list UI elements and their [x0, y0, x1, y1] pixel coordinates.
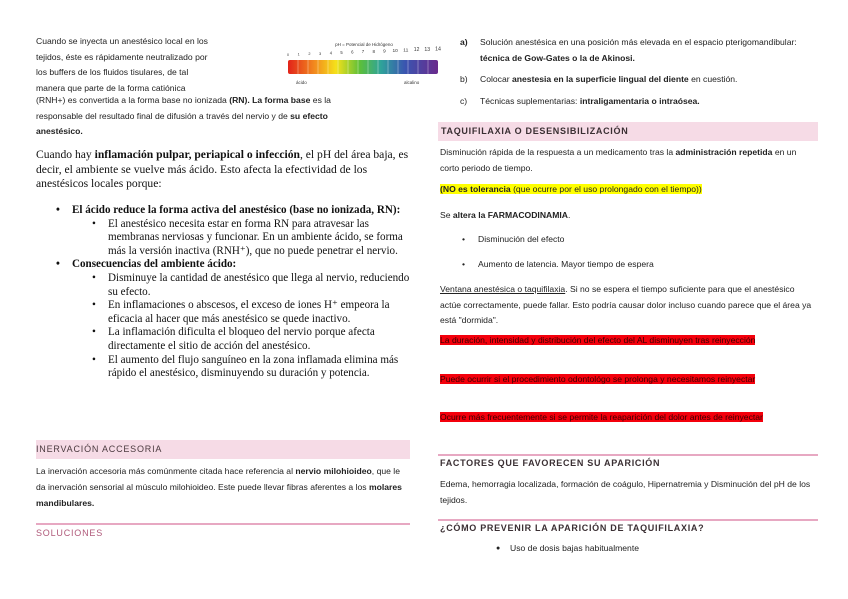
inflammation-bold: inflamación pulpar, periapical o infección	[94, 148, 300, 161]
factores-paragraph: Edema, hemorragia localizada, formación de coágulo, Hipernatremia y Disminución del pH de los tejidos.	[440, 479, 811, 505]
definition-text: Disminución rápida de la respuesta a un medicamento tras la	[440, 147, 676, 157]
section-title-prevenir: ¿CÓMO PREVENIR LA APARICIÓN DE TAQUIFILAXIA?	[440, 523, 705, 533]
list-item-text: Disminución del efecto	[478, 234, 565, 244]
solution-item	[438, 94, 818, 110]
circle-bullet-icon: •	[92, 299, 96, 312]
ph-tick-label: 12	[413, 47, 420, 54]
circle-bullet-icon: ●	[496, 545, 501, 552]
ph-tick-label: 14	[435, 46, 441, 53]
taquifilaxia-definition	[440, 145, 816, 176]
ph-gradient-bar	[288, 60, 438, 74]
note-text: (que ocurre por el uso prolongado con el tiempo))	[510, 184, 702, 194]
ventana-text: . Si no se espera el tiempo suficiente para que el anestésico actúe correctamente, puede fallar. Esto podría causar dolor incluso cuando parece que el área ya está "dormida".	[440, 284, 812, 325]
ph-tick-label: 10	[392, 49, 398, 54]
ph-ticks	[287, 46, 441, 57]
solutions-list	[438, 35, 818, 109]
ph-tick-label: 13	[424, 46, 431, 53]
section-title: INERVACIÓN ACCESORIA	[36, 444, 163, 454]
inervacion-paragraph	[36, 463, 410, 511]
intro-text: (RNH+) es convertida a la forma base no ionizada	[36, 95, 230, 105]
effects-list	[438, 232, 818, 272]
line-bold: altera la FARMACODINAMIA	[452, 210, 568, 220]
red-highlight-text: Ocurre más frecuentemente si se permite la reaparición del dolor antes de reinyectar	[440, 412, 763, 422]
definition-text: en un corto periodo de tiempo.	[440, 147, 797, 173]
bullet-icon: •	[462, 258, 466, 269]
red-highlight-text: La duración, intensidad y distribución del efecto del AL disminuyen tras reinyección	[440, 335, 756, 345]
section-divider	[438, 519, 818, 521]
ph-tick-label: 7	[361, 49, 365, 55]
inervacion-bold: molares mandibulares.	[36, 482, 402, 508]
line-text: Se	[440, 210, 453, 220]
ph-alkaline-label: alcalino	[404, 80, 420, 85]
solution-item	[438, 72, 818, 88]
ph-tick-label: 6	[351, 49, 354, 55]
list-subitem	[36, 299, 410, 326]
definition-bold: administración repetida	[675, 147, 773, 157]
list-subitem	[36, 326, 410, 353]
ph-scale-figure	[286, 40, 442, 90]
list-item-text: El ácido reduce la forma activa del anestésico (base no ionizada, RN):	[72, 204, 401, 216]
list-item-text: Aumento de latencia. Mayor tiempo de espera	[478, 258, 654, 269]
list-item	[36, 258, 410, 272]
prevent-list	[438, 541, 818, 557]
section-title: TAQUIFILAXIA O DESENSIBILIZACIÓN	[441, 126, 629, 136]
section-header-taquifilaxia	[438, 122, 818, 141]
list-subitem-text: En inflamaciones o abscesos, el exceso de iones H⁺ empeora la eficacia al hacer que más anestésico se quede inactivo.	[108, 299, 390, 325]
red-highlight-item	[440, 333, 810, 349]
inflammation-paragraph	[36, 148, 410, 192]
solution-letter: b)	[460, 74, 468, 84]
ph-title: pH = Potencial de Hidrógeno	[335, 42, 393, 47]
inervacion-bold: nervio milohioideo	[295, 466, 372, 476]
list-subitem-text: El aumento del flujo sanguíneo en la zona inflamada elimina más rápido el anestésico, disminuyendo su duración y potencia.	[108, 353, 399, 380]
section-title-soluciones: SOLUCIONES	[36, 528, 104, 538]
note-bold: (NO es tolerancia	[440, 184, 511, 194]
intro-line: manera que parte de la forma catiónica	[36, 82, 186, 93]
list-subitem-text: La inflamación dificulta el bloqueo del nervio porque afecta directamente el sitio de acción del anestésico.	[108, 326, 375, 352]
bullet-icon: •	[462, 234, 466, 244]
inervacion-text: , que le da inervación sensorial al músculo milohioideo. Este puede llevar fibras aferentes a los	[36, 466, 400, 492]
solution-letter: c)	[460, 95, 468, 106]
list-item-text: Uso de dosis bajas habitualmente	[510, 543, 639, 553]
ph-tick-label: 0	[287, 53, 289, 57]
intro-text: es la	[310, 95, 331, 105]
red-highlight-item	[440, 410, 810, 426]
solution-bold: anestesia en la superficie lingual del diente	[512, 74, 689, 84]
ph-tick-label: 3	[319, 50, 322, 56]
section-header-inervacion	[36, 440, 410, 459]
solution-item	[438, 35, 818, 66]
solution-bold: técnica de Gow-Gates o la de Akinosi.	[480, 52, 635, 63]
ventana-underlined: Ventana anestésica o taquifilaxia	[440, 284, 566, 294]
inflammation-text: , el pH del área baja, es decir, el ambiente se vuelve más ácido. Esto afecta la efectividad de los anestésicos locales porque:	[36, 148, 409, 191]
list-subitem-text: El anestésico necesita estar en forma RN para atravesar las membranas nerviosas y funcionar. En un ambiente ácido, se forma más la versión inactiva (RNH⁺), que no puede penetrar el nervio.	[108, 217, 403, 257]
list-subitem	[36, 272, 410, 299]
solution-text: Técnicas suplementarias:	[480, 95, 580, 106]
intro-paragraph-full	[36, 93, 410, 140]
list-item	[36, 204, 410, 218]
ph-acid-label: ácido	[296, 80, 307, 85]
intro-paragraph-wrapped	[36, 34, 241, 96]
circle-bullet-icon: •	[92, 217, 96, 230]
intro-bold: su efecto	[290, 110, 328, 121]
circle-bullet-icon: •	[92, 326, 96, 339]
inflammation-text: Cuando hay	[36, 148, 95, 161]
red-highlight-text: Puede ocurrir si el procedimiento odontológo se prolonga y necesitamos reinyectar	[440, 374, 756, 384]
ph-tick-label: 4	[329, 50, 332, 56]
list-subitem	[36, 354, 410, 381]
ventana-paragraph	[440, 282, 816, 329]
intro-line: los buffers de los fluidos tisulares, de tal	[36, 67, 189, 77]
list-item	[438, 541, 818, 557]
list-subitem-text: Disminuye la cantidad de anestésico que llega al nervio, reduciendo su efecto.	[108, 271, 410, 298]
ph-tick-label: 1	[297, 52, 300, 57]
red-highlight-item	[440, 372, 810, 388]
ph-tick-label: 11	[403, 48, 409, 54]
intro-bold: (RN). La forma base	[229, 95, 311, 105]
intro-text: responsable del resultado final de difusión a través del nervio y de	[36, 110, 291, 121]
intro-bold: anestésico.	[36, 126, 83, 136]
bullet-icon: •	[56, 204, 60, 216]
ph-tick-label: 9	[383, 48, 386, 54]
solution-letter: a)	[460, 37, 468, 47]
solution-text: Colocar	[480, 74, 512, 84]
list-item	[438, 257, 818, 273]
farmacodinamia-line	[440, 208, 570, 224]
ph-tick-label: 2	[308, 52, 311, 57]
list-item	[438, 232, 818, 248]
intro-line: Cuando se inyecta un anestésico local en los	[36, 36, 208, 46]
line-text: .	[567, 210, 571, 220]
intro-line: tejidos, éste es rápidamente neutralizado por	[36, 51, 208, 62]
section-divider	[438, 454, 818, 456]
ph-tick-label: 5	[340, 50, 343, 55]
no-tolerancia-note	[440, 182, 702, 198]
list-subitem	[36, 218, 410, 259]
bullet-icon: •	[56, 258, 60, 271]
solution-text: en cuestión.	[688, 74, 738, 84]
circle-bullet-icon: •	[92, 353, 96, 366]
acid-effects-list	[36, 204, 410, 381]
list-item-text: Consecuencias del ambiente ácido:	[72, 258, 237, 271]
inervacion-text: La inervación accesoria más comúnmente citada hace referencia al	[36, 466, 296, 476]
section-title-factores: FACTORES QUE FAVORECEN SU APARICIÓN	[440, 458, 661, 468]
solution-text: Solución anestésica en una posición más elevada en el espacio pterigomandibular:	[480, 37, 797, 47]
ph-tick-label: 8	[372, 48, 375, 54]
solution-bold: intraligamentaria o intraósea.	[579, 95, 700, 106]
circle-bullet-icon: •	[92, 271, 96, 284]
